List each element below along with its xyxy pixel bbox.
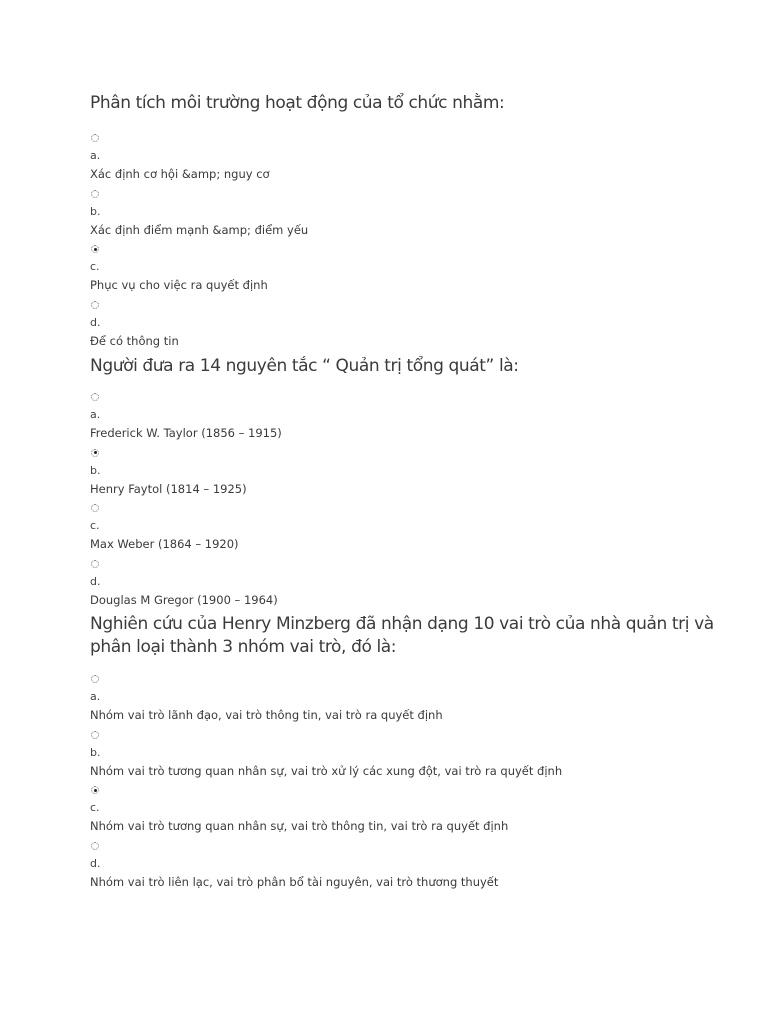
option-1b[interactable] (90, 190, 730, 246)
option-text: Để có thông tin (90, 333, 179, 348)
option-3c[interactable] (90, 786, 730, 842)
option-text: Nhóm vai trò tương quan nhân sự, vai trò xử lý các xung đột, vai trò ra quyết định (90, 763, 563, 778)
radio-button[interactable] (91, 134, 99, 142)
option-2a[interactable] (90, 393, 730, 449)
option-letter: a. (90, 149, 101, 162)
option-2d[interactable] (90, 560, 730, 616)
option-text: Xác định cơ hội &amp; nguy cơ (90, 167, 270, 181)
option-3b[interactable] (90, 731, 730, 787)
radio-button[interactable] (91, 504, 99, 512)
option-letter: b. (90, 745, 101, 759)
option-text: Frederick W. Taylor (1856 – 1915) (90, 426, 282, 440)
radio-button[interactable] (91, 190, 99, 198)
option-text: Phục vụ cho việc ra quyết định (90, 278, 268, 292)
option-2b[interactable] (90, 449, 730, 505)
option-letter: d. (90, 574, 101, 588)
radio-button[interactable] (91, 675, 99, 683)
option-3d[interactable] (90, 842, 730, 898)
radio-button-selected[interactable] (91, 245, 99, 253)
option-1c[interactable] (90, 245, 730, 301)
option-text: Xác định điểm mạnh &amp; điểm yếu (90, 222, 309, 237)
option-text: Henry Faytol (1814 – 1925) (90, 481, 247, 496)
option-letter: d. (90, 856, 101, 870)
option-text: Nhóm vai trò tương quan nhân sự, vai trò thông tin, vai trò ra quyết định (90, 819, 509, 833)
question-3 (90, 613, 730, 889)
question-1 (90, 92, 730, 348)
option-text: Max Weber (1864 – 1920) (90, 537, 239, 551)
question-1-title: Phân tích môi trường hoạt động của tổ chức nhằm: (90, 93, 505, 113)
radio-button[interactable] (91, 731, 99, 739)
option-letter: c. (90, 260, 100, 273)
option-text: Nhóm vai trò lãnh đạo, vai trò thông tin, vai trò ra quyết định (90, 708, 443, 722)
option-letter: a. (90, 408, 101, 421)
option-1a[interactable] (90, 134, 730, 190)
option-letter: c. (90, 801, 100, 814)
radio-button[interactable] (91, 842, 99, 850)
question-3-title: Nghiên cứu của Henry Minzberg đã nhận dạng 10 vai trò của nhà quản trị và phân loại thành 3 nhóm vai trò, đó là: (90, 614, 714, 657)
question-2 (90, 355, 730, 607)
option-3a[interactable] (90, 675, 730, 731)
option-letter: b. (90, 204, 101, 218)
option-letter: b. (90, 463, 101, 477)
radio-button[interactable] (91, 560, 99, 568)
radio-button[interactable] (91, 301, 99, 309)
option-text: Douglas M Gregor (1900 – 1964) (90, 592, 278, 607)
option-1d[interactable] (90, 301, 730, 357)
radio-button-selected[interactable] (91, 449, 99, 457)
option-2c[interactable] (90, 504, 730, 560)
option-letter: d. (90, 315, 101, 329)
radio-button-selected[interactable] (91, 786, 99, 794)
option-letter: c. (90, 519, 100, 532)
option-letter: a. (90, 690, 101, 703)
option-text: Nhóm vai trò liên lạc, vai trò phân bổ tài nguyên, vai trò thương thuyết (90, 874, 499, 889)
question-2-title: Người đưa ra 14 nguyên tắc “ Quản trị tổng quát” là: (90, 356, 519, 376)
radio-button[interactable] (91, 393, 99, 401)
